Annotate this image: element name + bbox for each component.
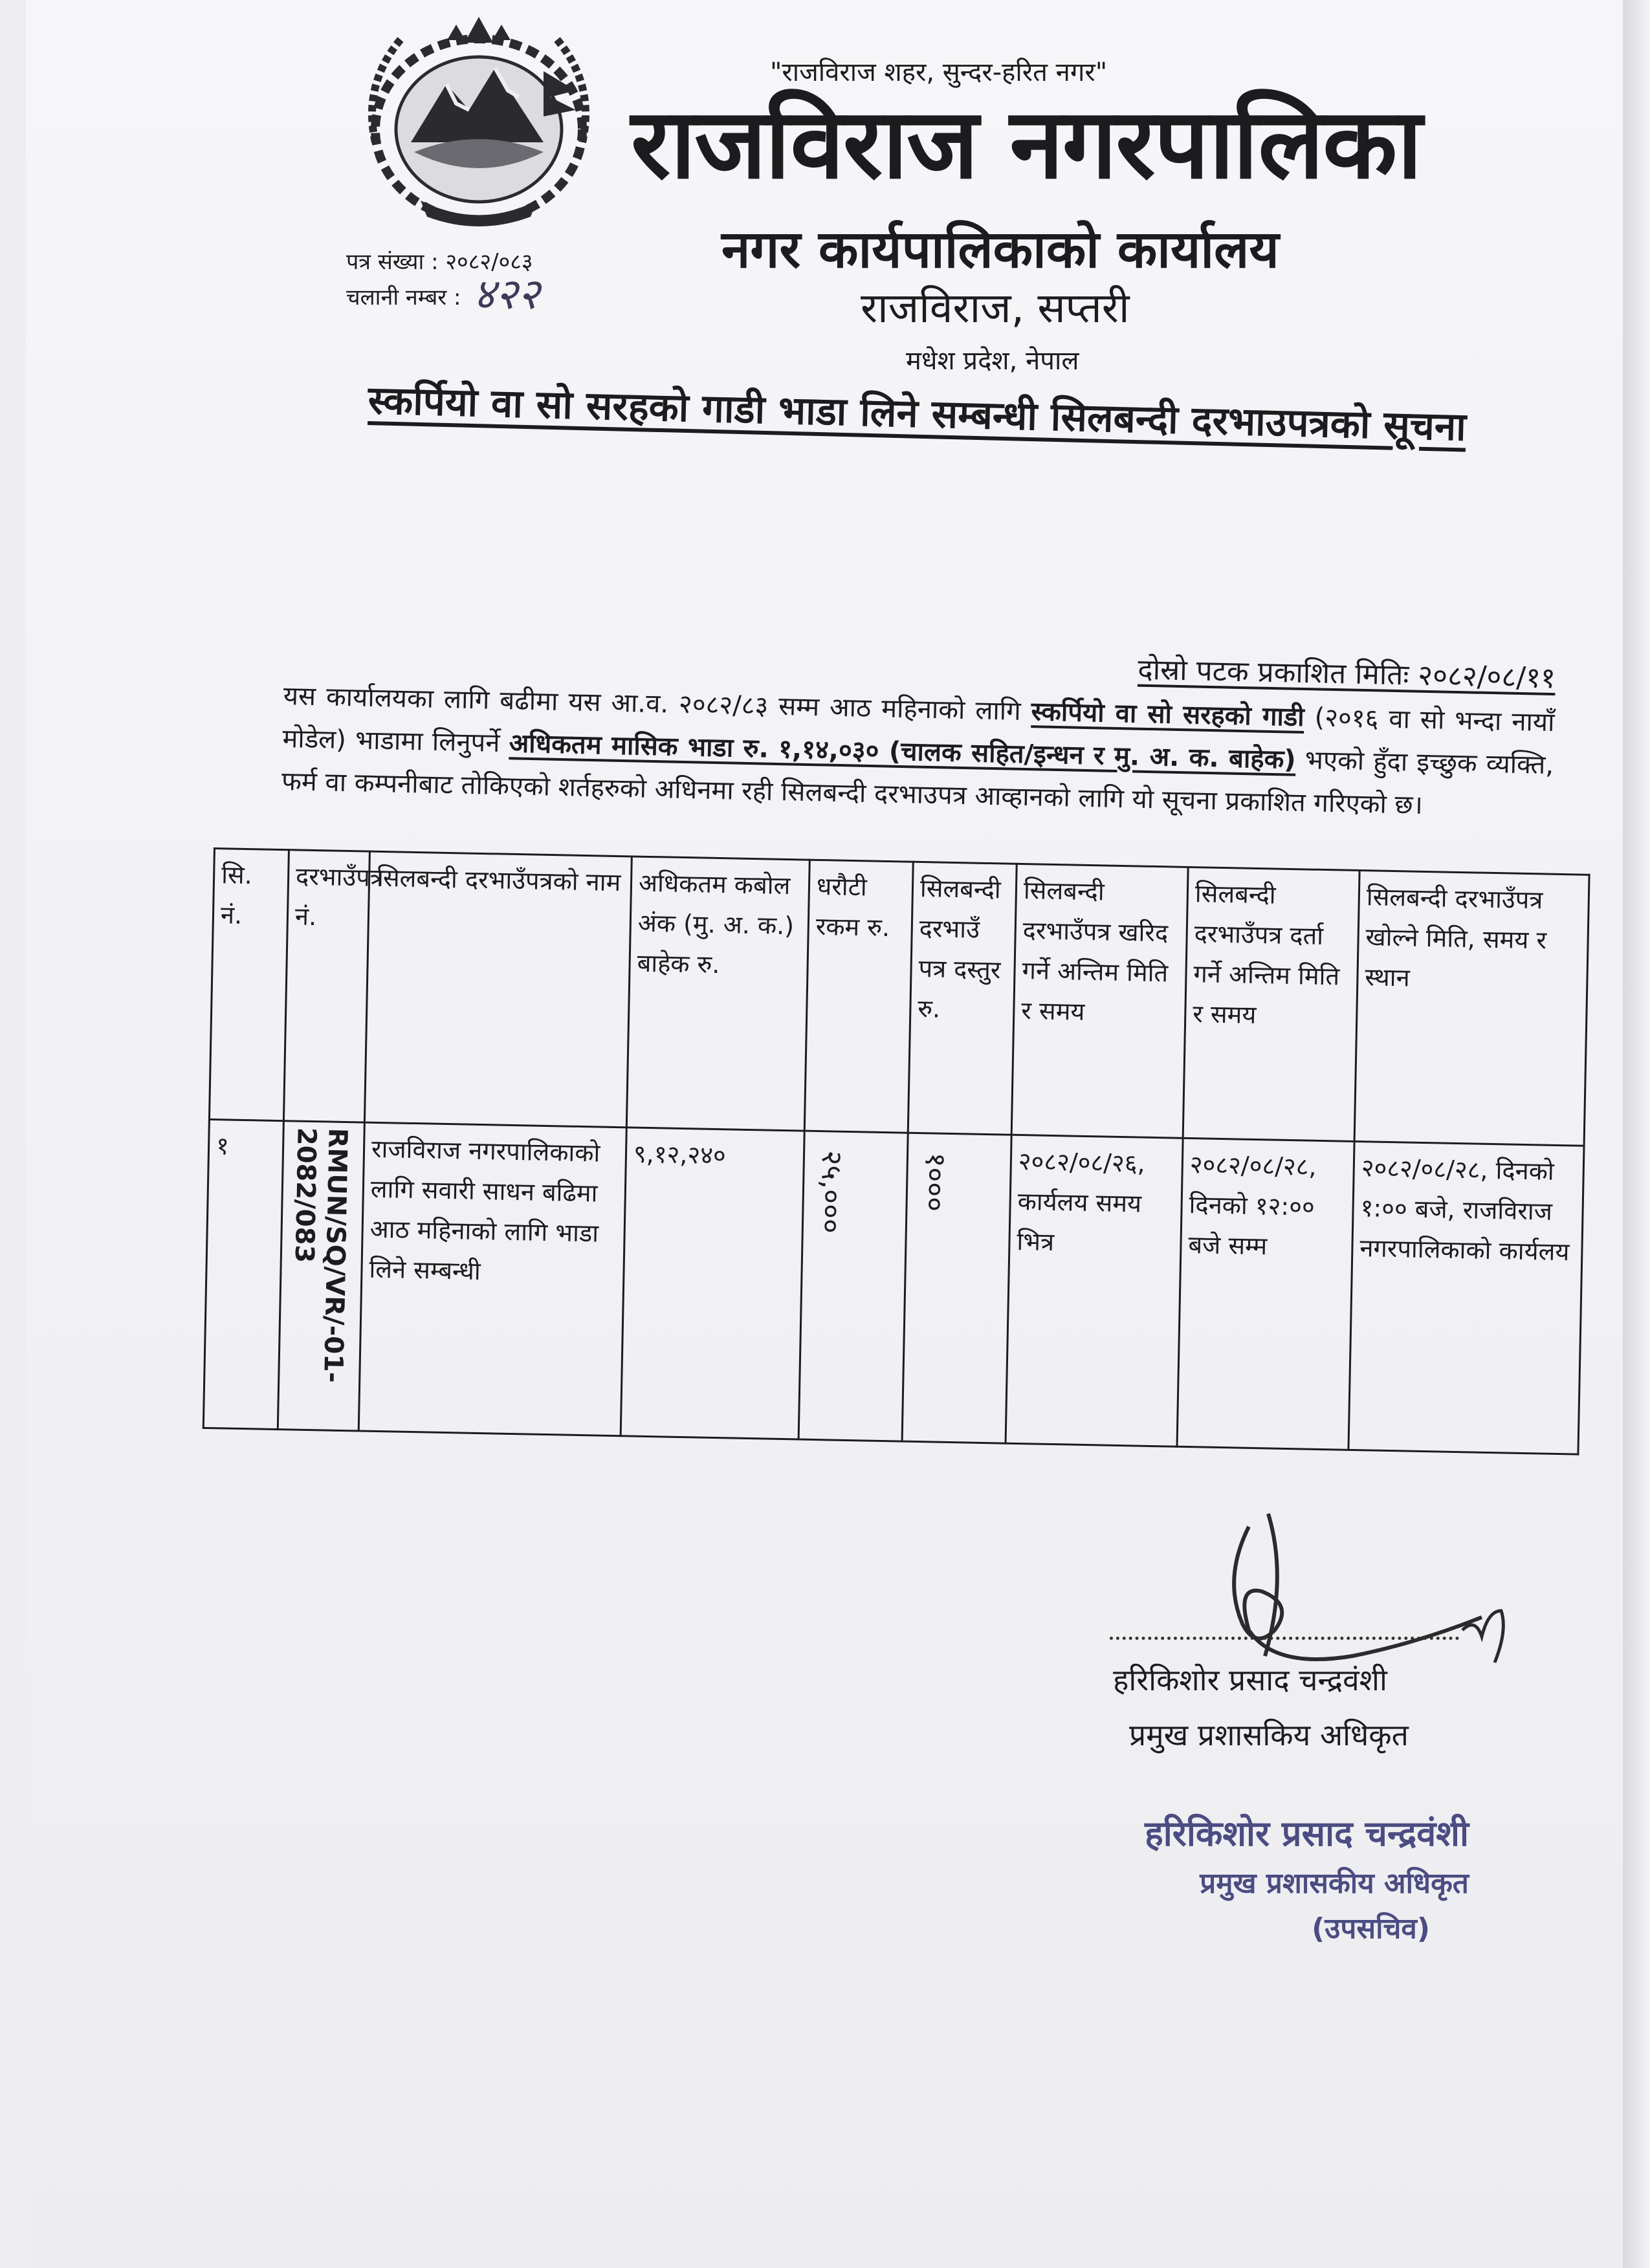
- office-name: नगर कार्यपालिकाको कार्यालय: [721, 219, 1279, 279]
- header-cell: सिलबन्दी दरभाउँपत्र खरिद गर्ने अन्तिम मिति र समय: [1011, 864, 1188, 1138]
- official-stamp: [1106, 1808, 1469, 1946]
- motto: "राजविराज शहर, सुन्दर-हरित नगर": [770, 58, 1108, 87]
- signatory-role: प्रमुख प्रशासकिय अधिकृत: [1129, 1717, 1409, 1752]
- dispatch-number-row: [346, 269, 540, 319]
- tender-fee: १०००: [918, 1152, 952, 1212]
- table-header-row: [209, 849, 1589, 1146]
- header-cell: सिलबन्दी दरभाउँपत्र खोल्ने मिति, समय र स्थान: [1354, 871, 1589, 1146]
- dispatch-number-label: चलानी नम्बर :: [346, 285, 461, 311]
- deposit-cell: [798, 1131, 908, 1441]
- stamp-rank: (उपसचिव): [1312, 1912, 1430, 1945]
- office-location: राजविराज, सप्तरी: [861, 285, 1130, 333]
- header-cell: धरौटी रकम रु.: [804, 860, 913, 1133]
- fee-cell: [902, 1133, 1011, 1443]
- tender-number: RMUN/SQ/VR/-01-2082/083: [289, 1127, 353, 1383]
- submission-deadline: २०८२/०८/२८, दिनको १२:०० बजे सम्म: [1177, 1138, 1354, 1450]
- page-edge: [1623, 0, 1650, 2268]
- publication-date: दोस्रो पटक प्रकाशित मितिः २०८२/०८/११: [1137, 653, 1556, 695]
- notice-body: [281, 631, 1556, 829]
- paragraph-intro: यस कार्यालयका लागि बढीमा यस आ.व. २०८२/८३ सम्म आठ महिनाको लागि: [283, 681, 1032, 727]
- opening-details: २०८२/०८/२८, दिनको १:०० बजे, राजविराज नगरपालिकाको कार्यलय: [1348, 1141, 1584, 1454]
- serial-number: १: [203, 1119, 283, 1429]
- header-cell: सि. नं.: [209, 849, 289, 1121]
- stamp-name: हरिकिशोर प्रसाद चन्द्रवंशी: [1145, 1813, 1469, 1854]
- stamp-role: प्रमुख प्रशासकीय अधिकृत: [1200, 1867, 1469, 1900]
- dispatch-number: ४२२: [473, 269, 540, 319]
- deposit-amount: २५,०००: [813, 1150, 849, 1234]
- purchase-deadline: २०८२/०८/२६, कार्यलय समय भित्र: [1006, 1135, 1183, 1446]
- letter-number: २०८२/०८३: [445, 249, 533, 275]
- nepal-emblem-icon: [349, 13, 608, 233]
- municipality-name: राजविराज नगरपालिका: [631, 88, 1422, 201]
- notice-title: स्कर्पियो वा सो सरहको गाडी भाडा लिने सम्बन्धी सिलबन्दी दरभाउपत्रको सूचना: [368, 377, 1467, 450]
- letter-number-label: पत्र संख्या :: [346, 249, 439, 275]
- max-monthly-rent: अधिकतम मासिक भाडा रु. १,१४,०३० (चालक सहित/इन्धन र मु. अ. क. बाहेक): [509, 728, 1297, 775]
- header-cell: सिलबन्दी दरभाउँपत्र दर्ता गर्ने अन्तिम मिति र समय: [1183, 867, 1359, 1141]
- header-cell: अधिकतम कबोल अंक (मु. अ. क.) बाहेक रु.: [626, 856, 809, 1131]
- max-bid-amount: ९,१२,२४०: [621, 1128, 804, 1439]
- signatory-name: हरिकिशोर प्रसाद चन्द्रवंशी: [1113, 1663, 1387, 1697]
- header-cell: सिलबन्दी दरभाउँ पत्र दस्तुर रु.: [908, 862, 1017, 1135]
- header-cell: सिलबन्दी दरभाउँपत्रको नाम: [364, 851, 632, 1128]
- notice-paragraph: [281, 675, 1555, 829]
- table-row: [203, 1119, 1584, 1454]
- reference-block: [346, 246, 540, 319]
- header-cell: दरभाउँपत्र नं.: [283, 850, 369, 1122]
- paragraph-closing: भएको हुँदा इच्छुक व्यक्ति, फर्म वा कम्पनीबाट तोकिएको शर्तहरुको अधिनमा रही सिलबन्दी दरभाउपत्र आव्हानको लागि यो सूचना प्रकाशित गरिएको छ।: [281, 745, 1554, 820]
- province: मधेश प्रदेश, नेपाल: [906, 346, 1079, 376]
- vehicle-type: स्कर्पियो वा सो सरहको गाडी: [1031, 697, 1305, 733]
- paragraph-model: (२०१६ वा सो भन्दा नायाँ मोडेल) भाडामा लिनुपर्ने: [282, 703, 1555, 759]
- tender-number-cell: [278, 1121, 364, 1431]
- signature-line: [1110, 1637, 1459, 1640]
- tender-table: [203, 847, 1590, 1456]
- tender-name: राजविराज नगरपालिकाको लागि सवारी साधन बढिमा आठ महिनाको लागि भाडा लिने सम्बन्धी: [358, 1122, 626, 1436]
